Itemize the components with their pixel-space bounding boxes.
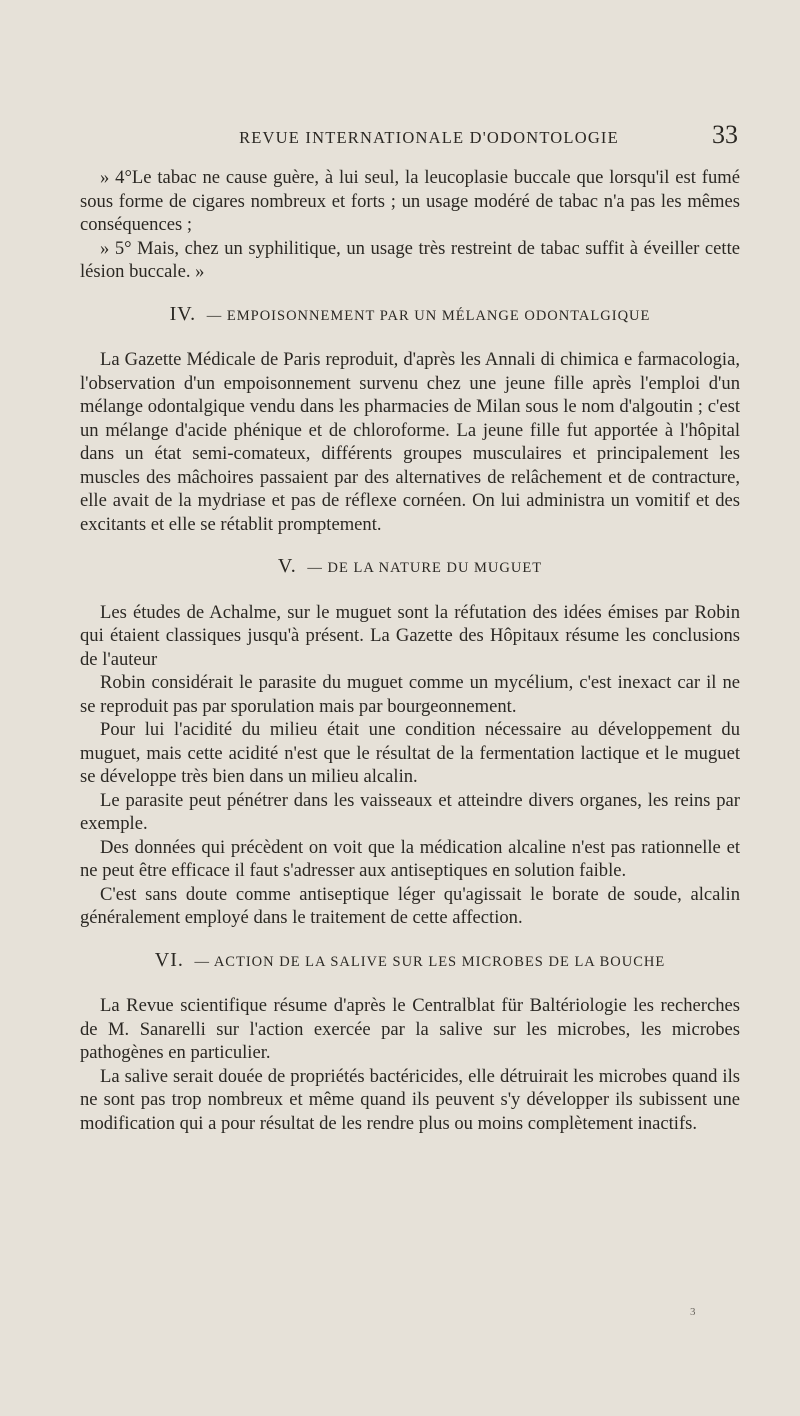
paragraph: Pour lui l'acidité du milieu était une condition nécessaire au développement du muguet, mais cette acidité n'est que le résultat de la fermentation lactique et le muguet se développe très bien dans un milieu alcalin. xyxy=(80,719,740,787)
section-heading-vi xyxy=(80,949,740,975)
page-number: 33 xyxy=(712,120,738,149)
paragraph: Robin considérait le parasite du muguet comme un mycélium, c'est inexact car il ne se reproduit pas par sporulation mais par bourgeonnement. xyxy=(80,672,740,717)
running-title: REVUE INTERNATIONALE D'ODONTOLOGIE xyxy=(239,128,619,147)
section-title: — DE LA NATURE DU MUGUET xyxy=(307,560,543,576)
intro-paragraph-1: » 4°Le tabac ne cause guère, à lui seul, la leucoplasie buccale que lorsqu'il est fumé sous forme de cigares nombreux et forts ; un usage modéré de tabac n'a pas les mêmes conséquences ; xyxy=(80,167,740,235)
section-heading-iv xyxy=(80,303,740,329)
paragraph: Des données qui précèdent on voit que la médication alcaline n'est pas rationnelle et ne peut être efficace il faut s'adresser aux antiseptiques en solution faible. xyxy=(80,836,740,881)
section-numeral: VI. xyxy=(154,948,184,971)
paragraph: C'est sans doute comme antiseptique léger qu'agissait le borate de soude, alcalin généralement employé dans le traitement de cette affection. xyxy=(80,883,740,928)
paragraph: Les études de Achalme, sur le muguet sont la réfutation des idées émises par Robin qui étaient classiques jusqu'à présent. La Gazette des Hôpitaux résume les conclusions de l'auteur xyxy=(80,601,740,670)
body-text xyxy=(80,166,740,1135)
section-numeral: IV. xyxy=(169,302,197,325)
paragraph: La Gazette Médicale de Paris reproduit, d'après les Annali di chimica e farmacologia, l'observation d'un empoisonnement survenu chez une jeune fille après l'emploi d'un mélange odontalgique vendu dans les pharmacies de Milan sous le nom d'algoutin ; c'est un mélange d'acide phénique et de chloroforme. La jeune fille fut apportée à l'hôpital dans un état semi-comateux, différents groupes musculaires et principalement les muscles des mâchoires passaient par des alternatives de relâchement et de contracture, elle avait de la mydriase et pas de réflexe cornéen. On lui administra un vomitif et des excitants et elle se rétablit promptement. xyxy=(80,349,740,535)
page-header xyxy=(120,118,738,158)
section-numeral: V. xyxy=(277,555,297,577)
paragraph: Le parasite peut pénétrer dans les vaisseaux et atteindre divers organes, les reins par exemple. xyxy=(80,789,740,834)
section-heading-v xyxy=(80,555,740,581)
paragraph: La salive serait douée de propriétés bactéricides, elle détruirait les microbes quand ils ne sont pas trop nombreux et même quand ils peuvent s'y développer ils subissent une modification qui a pour résultat de les rendre plus ou moins complètement inactifs. xyxy=(80,1065,740,1134)
section-title: — ACTION DE LA SALIVE SUR LES MICROBES DE LA BOUCHE xyxy=(194,953,666,970)
footer-mark: 3 xyxy=(690,1306,696,1318)
paragraph: La Revue scientifique résume d'après le Centralblat für Baltériologie les recherches de M. Sanarelli sur l'action exercée par la salive sur les microbes, les microbes pathogènes en particulier. xyxy=(80,995,740,1063)
section-title: — EMPOISONNEMENT PAR UN MÉLANGE ODONTALGIQUE xyxy=(206,307,651,324)
intro-paragraph-2: » 5° Mais, chez un syphilitique, un usage très restreint de tabac suffit à éveiller cette lésion buccale. » xyxy=(80,237,740,282)
